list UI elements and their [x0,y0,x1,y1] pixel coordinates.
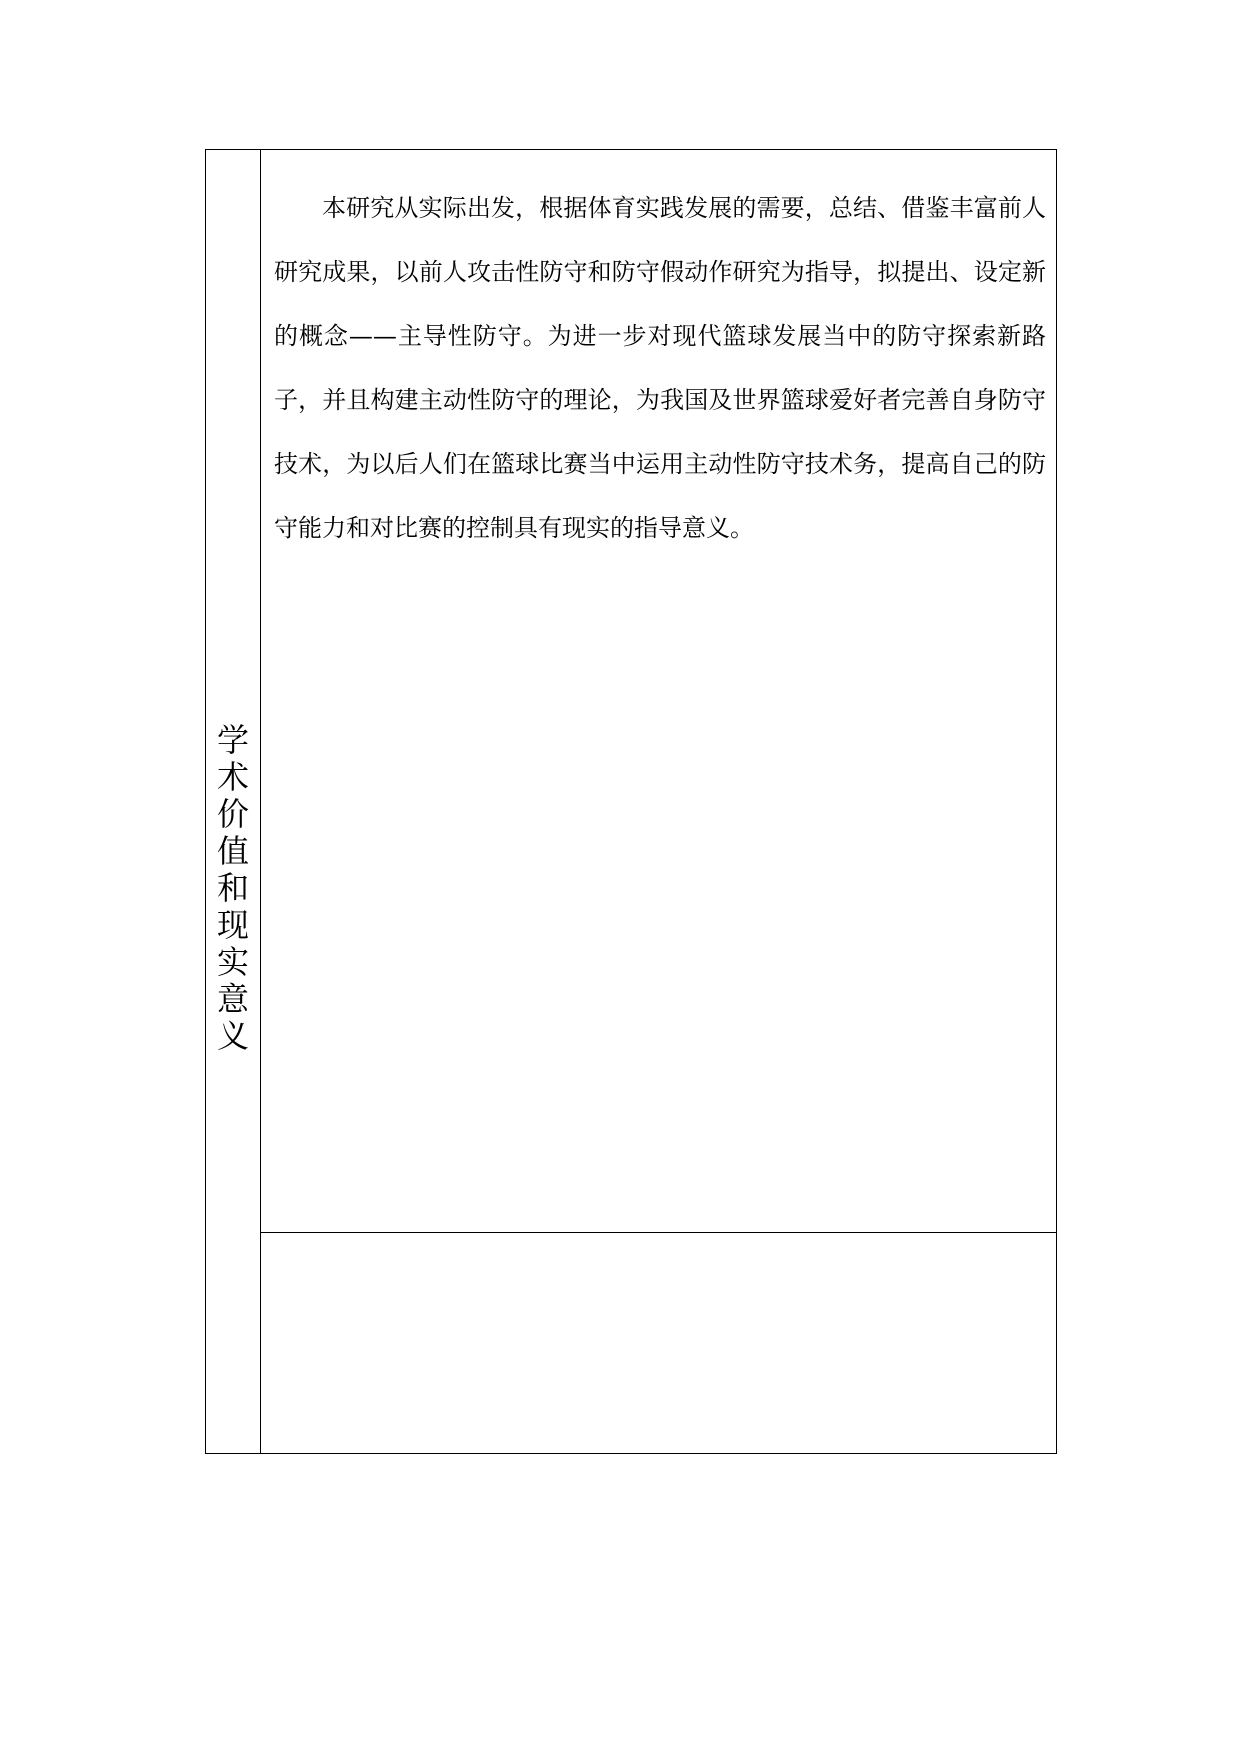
section-label [206,722,260,1055]
section-label-char: 意 [216,980,249,1018]
section-label-char: 实 [216,943,249,981]
section-label-cell [206,150,261,1453]
section-content-cell [261,150,1056,1233]
section-label-char: 术 [216,758,249,796]
form-table [205,149,1057,1454]
section-label-char: 价 [216,795,249,833]
section-label-char: 义 [216,1017,249,1055]
section-label-char: 学 [216,721,249,759]
section-label-char: 现 [216,906,249,944]
section-body-text: 本研究从实际出发，根据体育实践发展的需要，总结、借鉴丰富前人研究成果，以前人攻击性防守和防守假动作研究为指导，拟提出、设定新的概念——主导性防守。为进一步对现代篮球发展当中的防守探索新路子，并且构建主动性防守的理论，为我国及世界篮球爱好者完善自身防守技术，为以后人们在篮球比赛当中运用主动性防守技术务，提高自己的防守能力和对比赛的控制具有现实的指导意义。 [274,194,1046,542]
section-label-char: 和 [216,869,249,907]
empty-bottom-cell [261,1233,1056,1453]
section-label-char: 值 [216,832,249,870]
